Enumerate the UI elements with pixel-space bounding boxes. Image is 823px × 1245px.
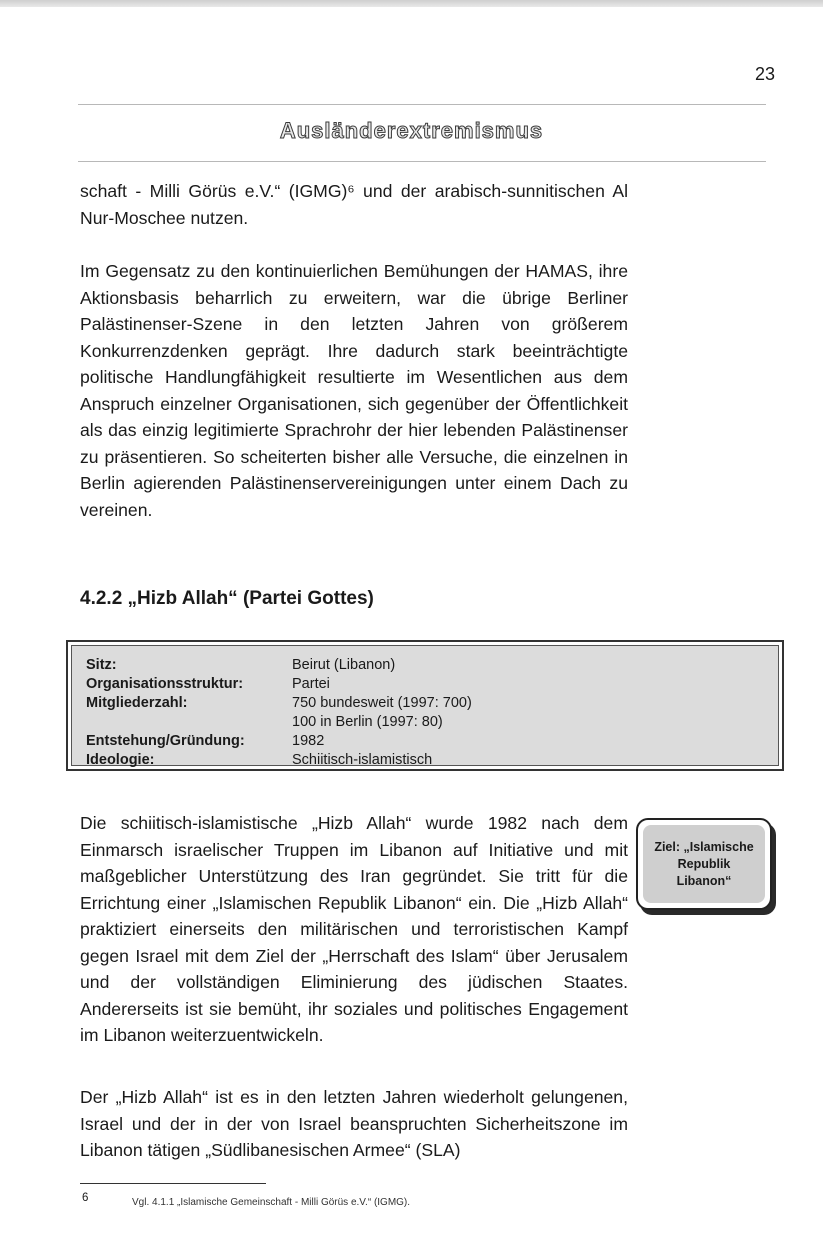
info-value: Schiitisch-islamistisch [292,752,433,768]
margin-note-text: Ziel: „Islamische Republik Libanon“ [643,825,765,903]
footnote-text: Vgl. 4.1.1 „Islamische Gemeinschaft - Milli Görüs e.V.“ (IGMG). [132,1197,411,1208]
info-label: Ideologie: [86,752,155,768]
paragraph-hizb-allah-origin: Die schiitisch-islamistische „Hizb Allah“ wurde 1982 nach dem Einmarsch israelischer Truppen im Libanon auf Initiative und mit maßgeblicher Unterstützung des Iran gegründet. Sie tritt für die Errichtung einer „Islamischen Republik Libanon“ ein. Die „Hizb Allah“ praktiziert einerseits den militärischen und terroristischen Kampf gegen Israel mit dem Ziel der „Herrschaft des Islam“ über Jerusalem und der vollständigen Eliminierung des jüdischen Staates. Andererseits ist sie bemüht, ihr soziales und politisches Engagement im Libanon weiterzuentwickeln. [80,813,628,1045]
footnote-separator [80,1183,266,1184]
info-row-members-berlin [86,713,778,732]
info-value: Partei [292,676,330,692]
info-row-founded [86,732,778,751]
info-value: 100 in Berlin (1997: 80) [292,714,443,730]
organization-info-box [66,640,784,771]
scan-top-band [0,0,823,7]
info-row-structure [86,675,778,694]
margin-note-box [636,818,772,910]
paragraph-continuation: schaft - Milli Görüs e.V.“ (IGMG)⁶ und der arabisch-sunnitischen Al Nur-Moschee nutzen. [80,181,628,228]
info-row-seat [86,656,778,675]
info-value: 1982 [292,733,325,749]
info-value: Beirut (Libanon) [292,657,396,673]
info-label: Entstehung/Gründung: [86,733,245,749]
info-label [86,713,292,732]
info-row-ideology [86,751,778,770]
info-label: Organisationsstruktur: [86,676,244,692]
section-heading: 4.2.2 „Hizb Allah“ (Partei Gottes) [80,588,374,609]
running-header: Ausländerextremismus [279,118,544,143]
info-box-content [71,645,779,766]
info-label: Mitgliederzahl: [86,695,188,711]
info-label: Sitz: [86,657,117,673]
header-rule-bottom [78,161,766,162]
footnote-number: 6 [82,1192,89,1204]
header-rule-top [78,104,766,105]
paragraph-hizb-allah-attacks: Der „Hizb Allah“ ist es in den letzten Jahren wiederholt gelungenen, Israel und der in der von Israel beanspruchten Sicherheitszone im Libanon tätigen „Südlibanesischen Armee“ (SLA) [80,1087,628,1160]
info-value: 750 bundesweit (1997: 700) [292,695,472,711]
paragraph-palestinian-scene: Im Gegensatz zu den kontinuierlichen Bemühungen der HAMAS, ihre Aktionsbasis beharrlich zu erweitern, war die übrige Berliner Palästinenser-Szene in den letzten Jahren von größerem Konkurrenzdenken geprägt. Ihre dadurch stark beeinträchtigte politische Handlungfähigkeit resultierte im Wesentlichen aus dem Anspruch einzelner Organisationen, sich gegenüber der Öffentlichkeit als das einzig legitimierte Sprachrohr der hier lebenden Palästinenser zu präsentieren. So scheiterten bisher alle Versuche, die einzelnen in Berlin agierenden Palästinenservereinigungen unter einem Dach zu vereinen. [80,261,628,520]
page-number: 23 [754,64,775,84]
info-row-members [86,694,778,713]
